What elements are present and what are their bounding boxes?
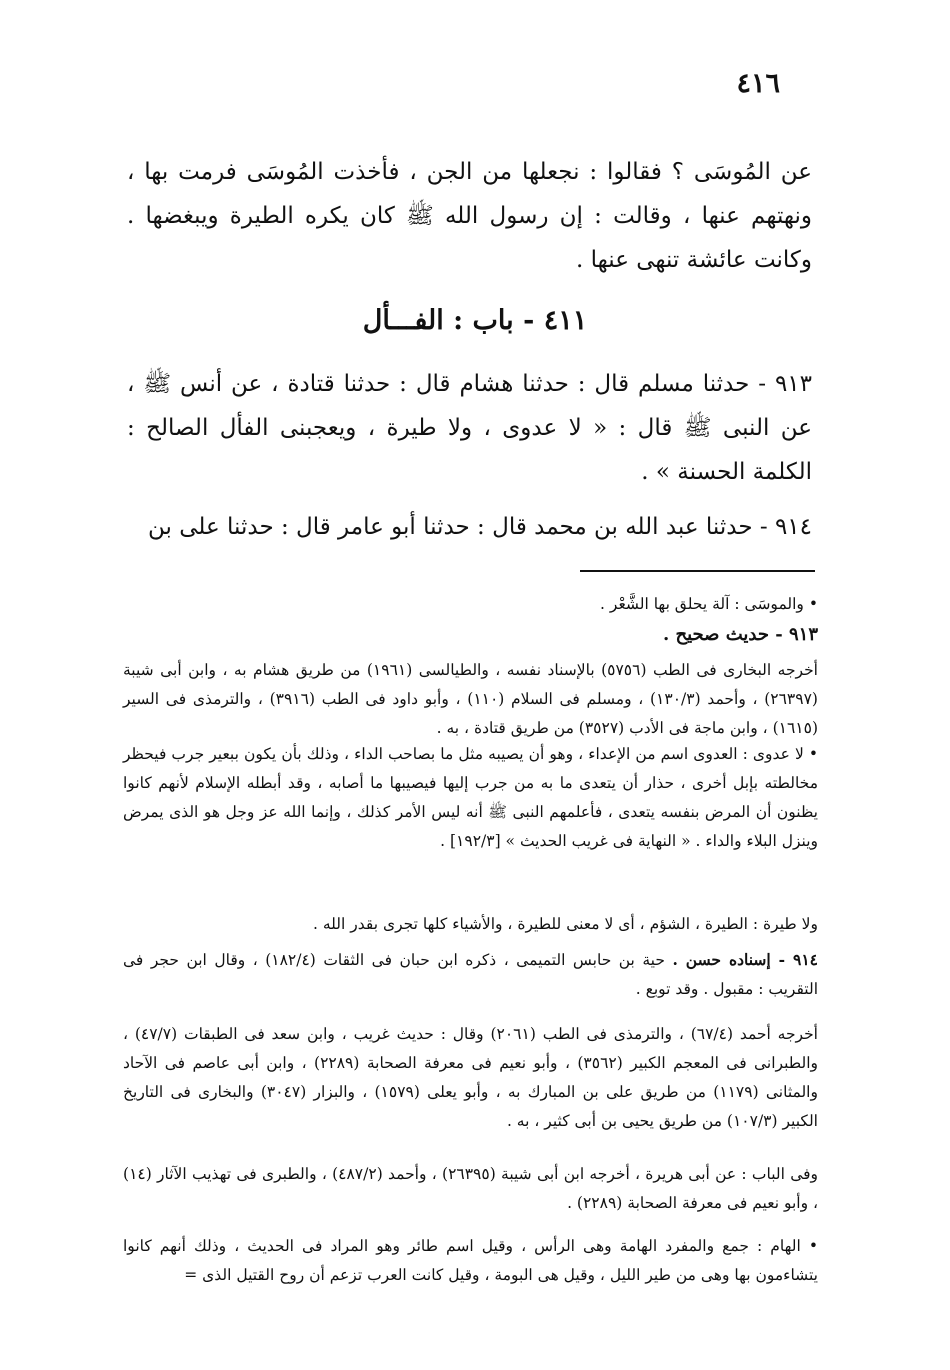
footnote-bab: وفى الباب : عن أبى هريرة ، أخرجه ابن أبى شيبة (٢٦٣٩٥) ، وأحمد (٤٨٧/٢) ، والطبرى فى تهذيب الآثار (١٤) ، وأبو نعيم فى معرفة الصحابة (٢٢٨٩) . xyxy=(123,1165,819,1212)
footnote-divider xyxy=(580,570,815,572)
hadith-914-start: ٩١٤ - حدثنا عبد الله بن محمد قال : حدثنا أبو عامر قال : حدثنا على بن xyxy=(147,514,812,540)
chapter-heading: ٤١١ - باب : الفـــأل xyxy=(362,305,588,336)
footnote-914-grade-label: ٩١٤ - إسناده حسن . xyxy=(672,950,819,969)
footnote-914-grade xyxy=(123,945,818,1004)
footnote-913-takhrij: أخرجه البخارى فى الطب (٥٧٥٦) بالإسناد نفسه ، والطيالسى (١٩٦١) من طريق هشام به ، وابن أبى شيبة (٢٦٣٩٧) ، وأحمد (١٣٠/٣) ، ومسلم فى السلام (١١٠) ، وأبو داود فى الطب (٣٩١٦) ، والترمذى فى السير (١٦١٥) ، وابن ماجة فى الأدب (٣٥٢٧) من طريق قتادة ، به . xyxy=(123,661,818,737)
footnote-tiyara: ولا طيرة : الطيرة ، الشؤم ، أى لا معنى للطيرة ، والأشياء كلها تجرى بقدر الله . xyxy=(313,915,818,933)
hadith-913: ٩١٣ - حدثنا مسلم قال : حدثنا هشام قال : حدثنا قتادة ، عن أنس ﷺ ، عن النبى ﷺ قال : « لا عدوى ، ولا طيرة ، ويعجبنى الفأل الصالح : الكلمة الحسنة » . xyxy=(127,371,812,485)
footnote-ham: • الهام : جمع والمفرد الهامة وهى الرأس ، وقيل اسم طائر وهو المراد فى الحديث ، وذلك أنهم كانوا يتشاءمون بها وهى من طير الليل ، وقيل هى البومة ، وقيل كانت العرب تزعم أن روح القتيل الذى = xyxy=(123,1237,818,1284)
page-number: ٤١٦ xyxy=(736,68,780,99)
footnote-adwa: • لا عدوى : العدوى اسم من الإعداء ، وهو أن يصيبه مثل ما بصاحب الداء ، وذلك بأن يكون ببعير جرب فيحظر مخالطته بإبل أخرى ، حذار أن يتعدى ما به من جرب إليها فيصيبها ما أصابه ، وقد أبطله الإسلام لأنهم كانوا يظنون أن المرض بنفسه يتعدى ، فأعلمهم النبى ﷺ أنه ليس الأمر كذلك ، وإنما الله عز وجل هو الذى يمرض وينزل البلاء والداء . « النهاية فى غريب الحديث » [١٩٢/٣] . xyxy=(123,745,818,850)
footnote-914-grade-text: حية بن حابس التميمى ، ذكره ابن حبان فى الثقات (١٨٢/٤) ، وقال ابن حجر فى التقريب : مقبول . وقد توبع . xyxy=(123,951,818,998)
intro-paragraph: عن المُوسَى ؟ فقالوا : نجعلها من الجن ، فأخذت المُوسَى فرمت بها ، ونهتهم عنها ، وقالت : إن رسول الله ﷺ كان يكره الطيرة ويبغضها . وكانت عائشة تنهى عنها . xyxy=(127,159,812,273)
footnote-914-takhrij: أخرجه أحمد (٦٧/٤) ، والترمذى فى الطب (٢٠٦١) وقال : حديث غريب ، وابن سعد فى الطبقات (٤٧/٧) ، والطبرانى فى المعجم الكبير (٣٥٦٢) ، وأبو نعيم فى معرفة الصحابة (٢٢٨٩) ، وابن أبى عاصم فى الآحاد والمثانى (١١٧٩) من طريق على بن المبارك به ، وأبو يعلى (١٥٧٩) ، والبزار (٣٠٤٧) والبخارى فى التاريخ الكبير (١٠٧/٣) من طريق يحيى بن أبى كثير ، به . xyxy=(123,1025,819,1130)
footnote-musa: • والموسَى : آلة يحلق بها الشَّعْر . xyxy=(600,595,818,613)
footnote-913-grade: ٩١٣ - حديث صحيح . xyxy=(662,624,818,645)
